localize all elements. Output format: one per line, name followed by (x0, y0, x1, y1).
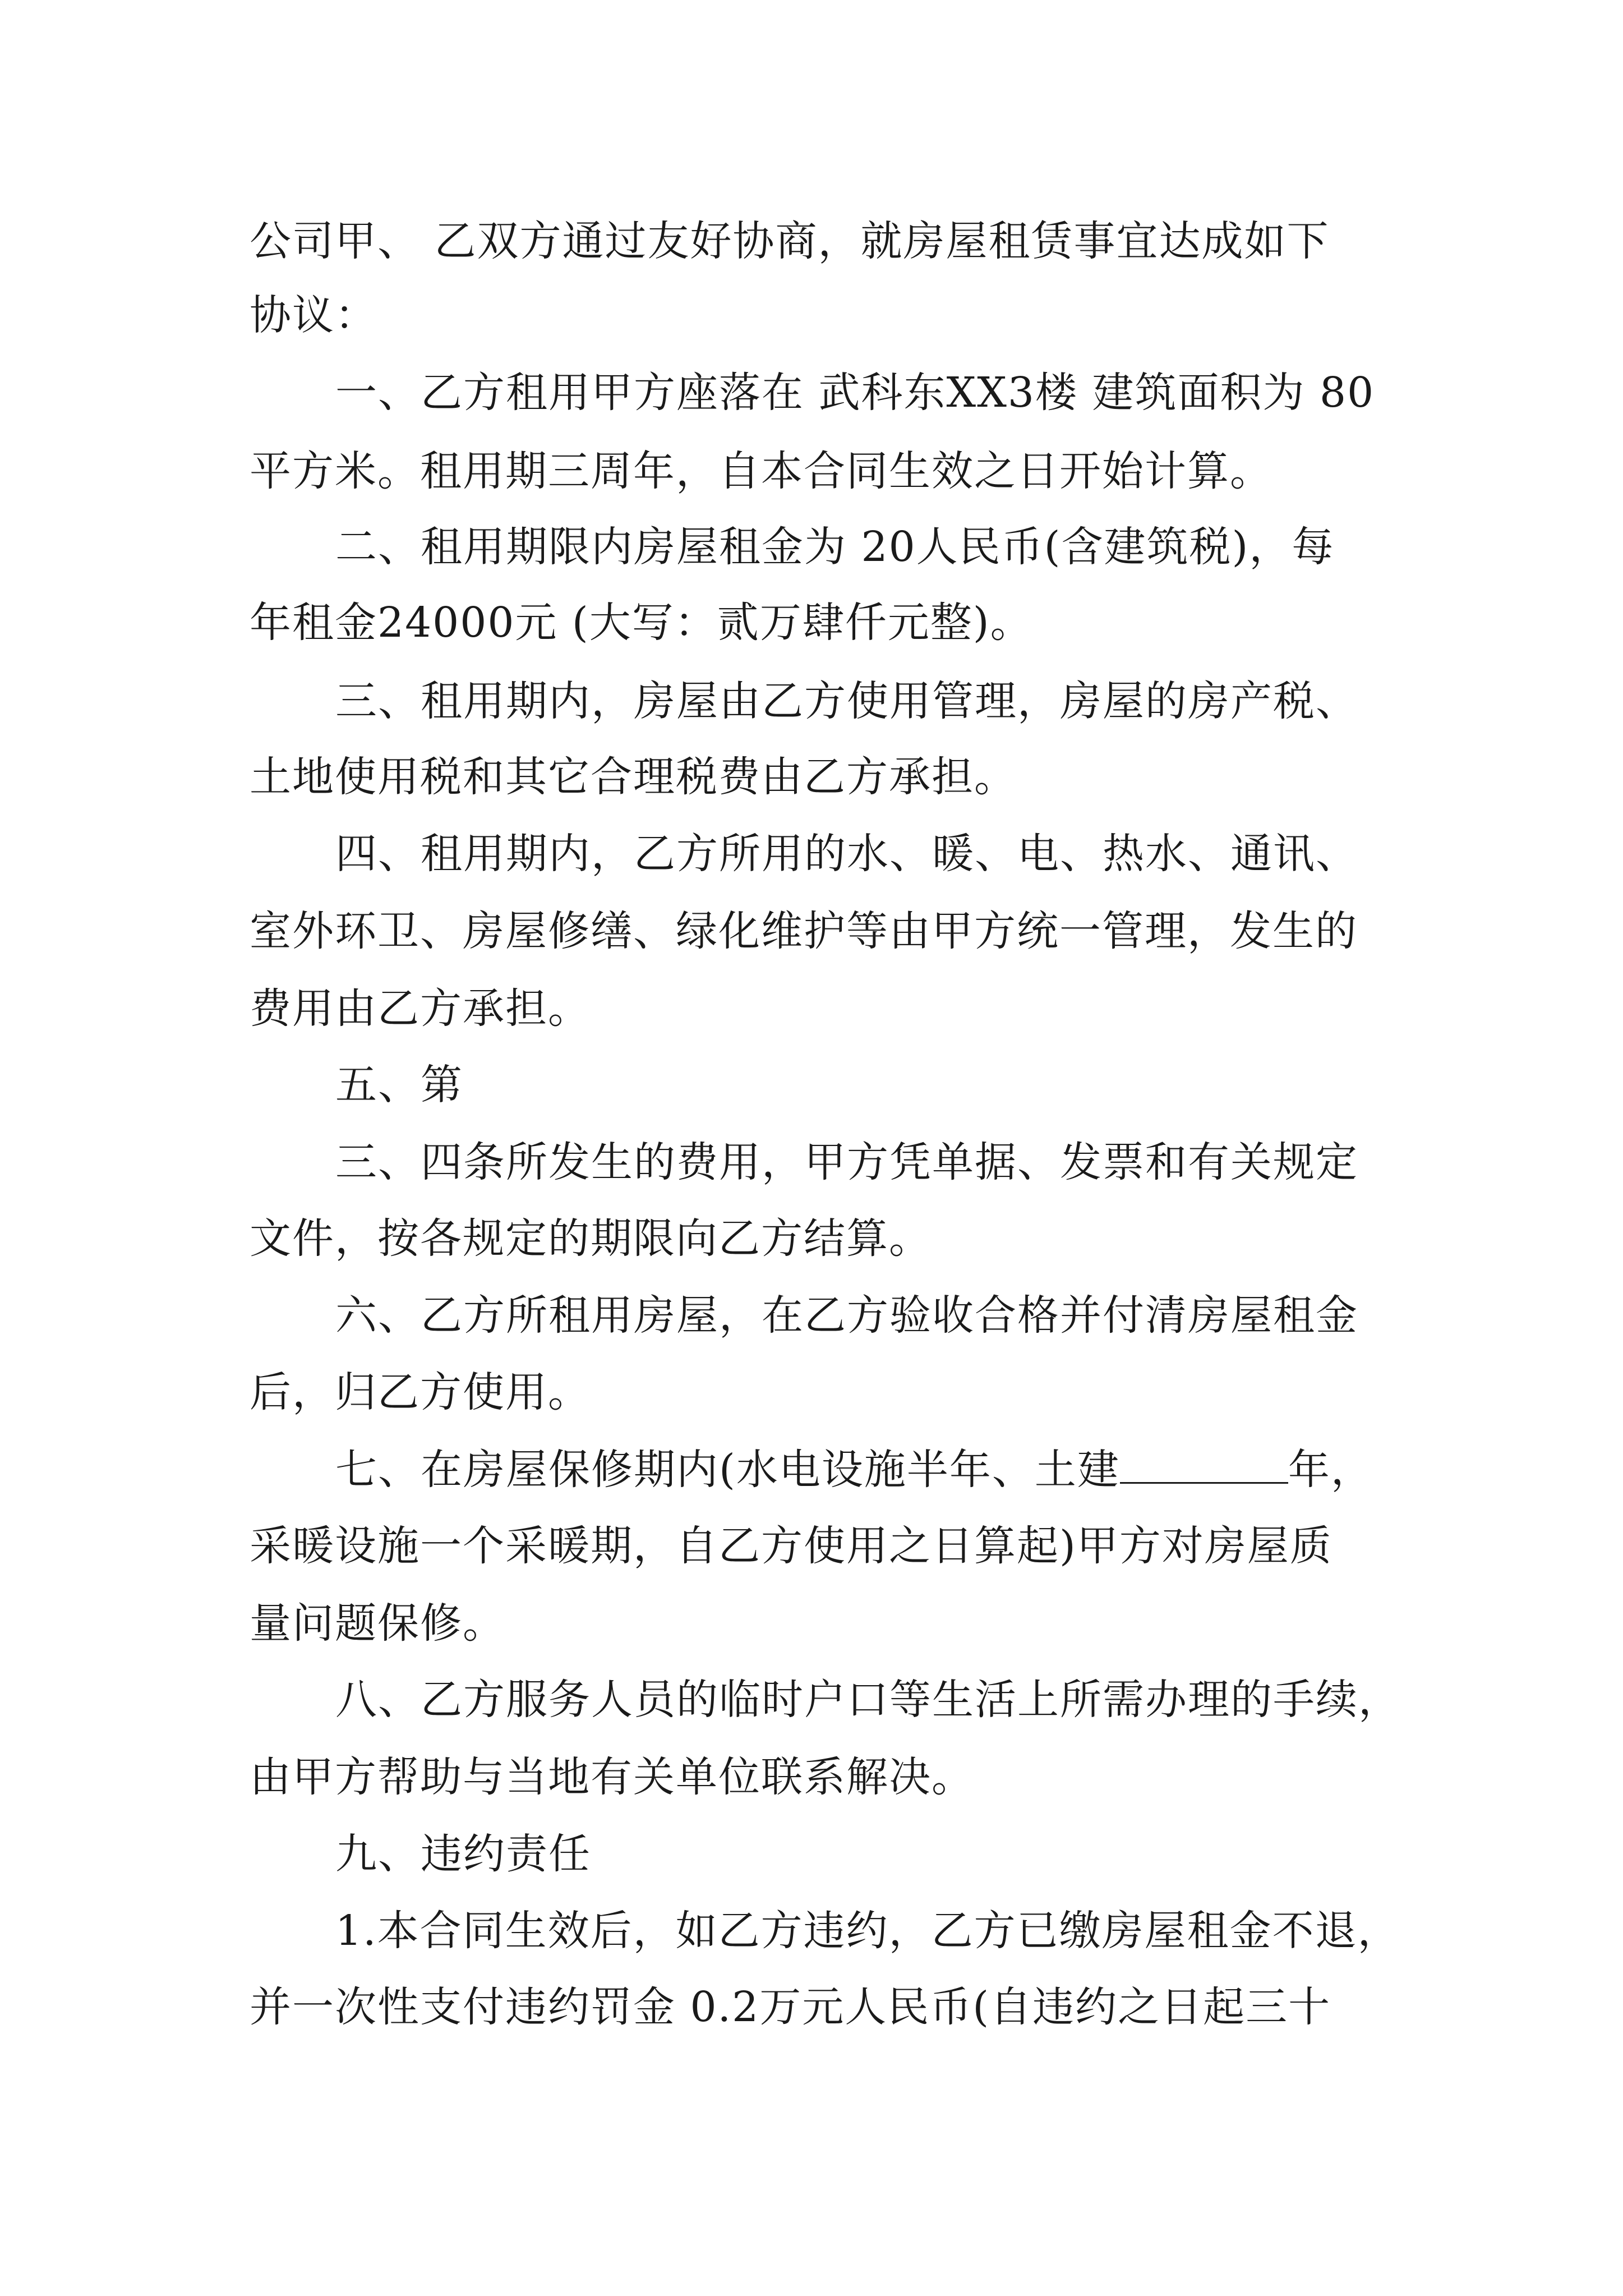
clause-4-line-2: 室外环卫、房屋修缮、绿化维护等由甲方统一管理，发生的 (250, 907, 1358, 955)
clause-3-line-2: 土地使用税和其它合理税费由乙方承担。 (250, 753, 1017, 801)
clause-2-line-2: 年租金24000元 (大写：贰万肆仟元整)。 (250, 599, 1033, 647)
clause-1-line-2: 平方米。租用期三周年，自本合同生效之日开始计算。 (250, 447, 1272, 495)
clause-8-line-1: 八、乙方服务人员的临时户口等生活上所需办理的手续， (335, 1676, 1401, 1724)
clause-3-line-1: 三、租用期内，房屋由乙方使用管理，房屋的房产税、 (335, 677, 1358, 725)
clause-6-line-1: 六、乙方所租用房屋，在乙方验收合格并付清房屋租金 (335, 1291, 1358, 1340)
clause-5-line-1: 三、四条所发生的费用，甲方凭单据、发票和有关规定 (335, 1138, 1358, 1186)
clause-9-item-1-line-2: 并一次性支付违约罚金 0.2万元人民币(自违约之日起三十 (250, 1983, 1331, 2031)
clause-8-line-2: 由甲方帮助与当地有关单位联系解决。 (250, 1753, 974, 1801)
clause-7-line-3: 量问题保修。 (250, 1599, 505, 1648)
clause-1-line-1: 一、乙方租用甲方座落在 武科东XX3楼 建筑面积为 80 (335, 369, 1375, 417)
clause-6-line-2: 后，归乙方使用。 (250, 1368, 591, 1416)
paragraph-intro-line-2: 协议： (250, 291, 377, 339)
clause-9-heading: 九、违约责任 (335, 1830, 591, 1878)
clause-5-heading: 五、第 (335, 1061, 463, 1109)
clause-7-text-before-blank: 七、在房屋保修期内(水电设施半年、土建 (335, 1446, 1120, 1494)
clause-7-text-after-blank: 年， (1288, 1446, 1373, 1494)
clause-5-line-2: 文件，按各规定的期限向乙方结算。 (250, 1214, 932, 1263)
clause-4-line-1: 四、租用期内，乙方所用的水、暖、电、热水、通讯、 (335, 830, 1358, 878)
fill-in-blank (1120, 1443, 1288, 1484)
clause-7-line-2: 采暖设施一个采暖期，自乙方使用之日算起)甲方对房屋质 (250, 1522, 1332, 1570)
clause-2-line-1: 二、租用期限内房屋租金为 20人民币(含建筑税)，每 (335, 523, 1335, 571)
clause-7-line-1 (335, 1442, 1373, 1498)
clause-9-item-1-line-1: 1.本合同生效后，如乙方违约，乙方已缴房屋租金不退， (335, 1907, 1400, 1955)
clause-4-line-3: 费用由乙方承担。 (250, 984, 591, 1033)
paragraph-intro-line-1: 公司甲、 乙双方通过友好协商，就房屋租赁事宜达成如下 (250, 217, 1330, 265)
